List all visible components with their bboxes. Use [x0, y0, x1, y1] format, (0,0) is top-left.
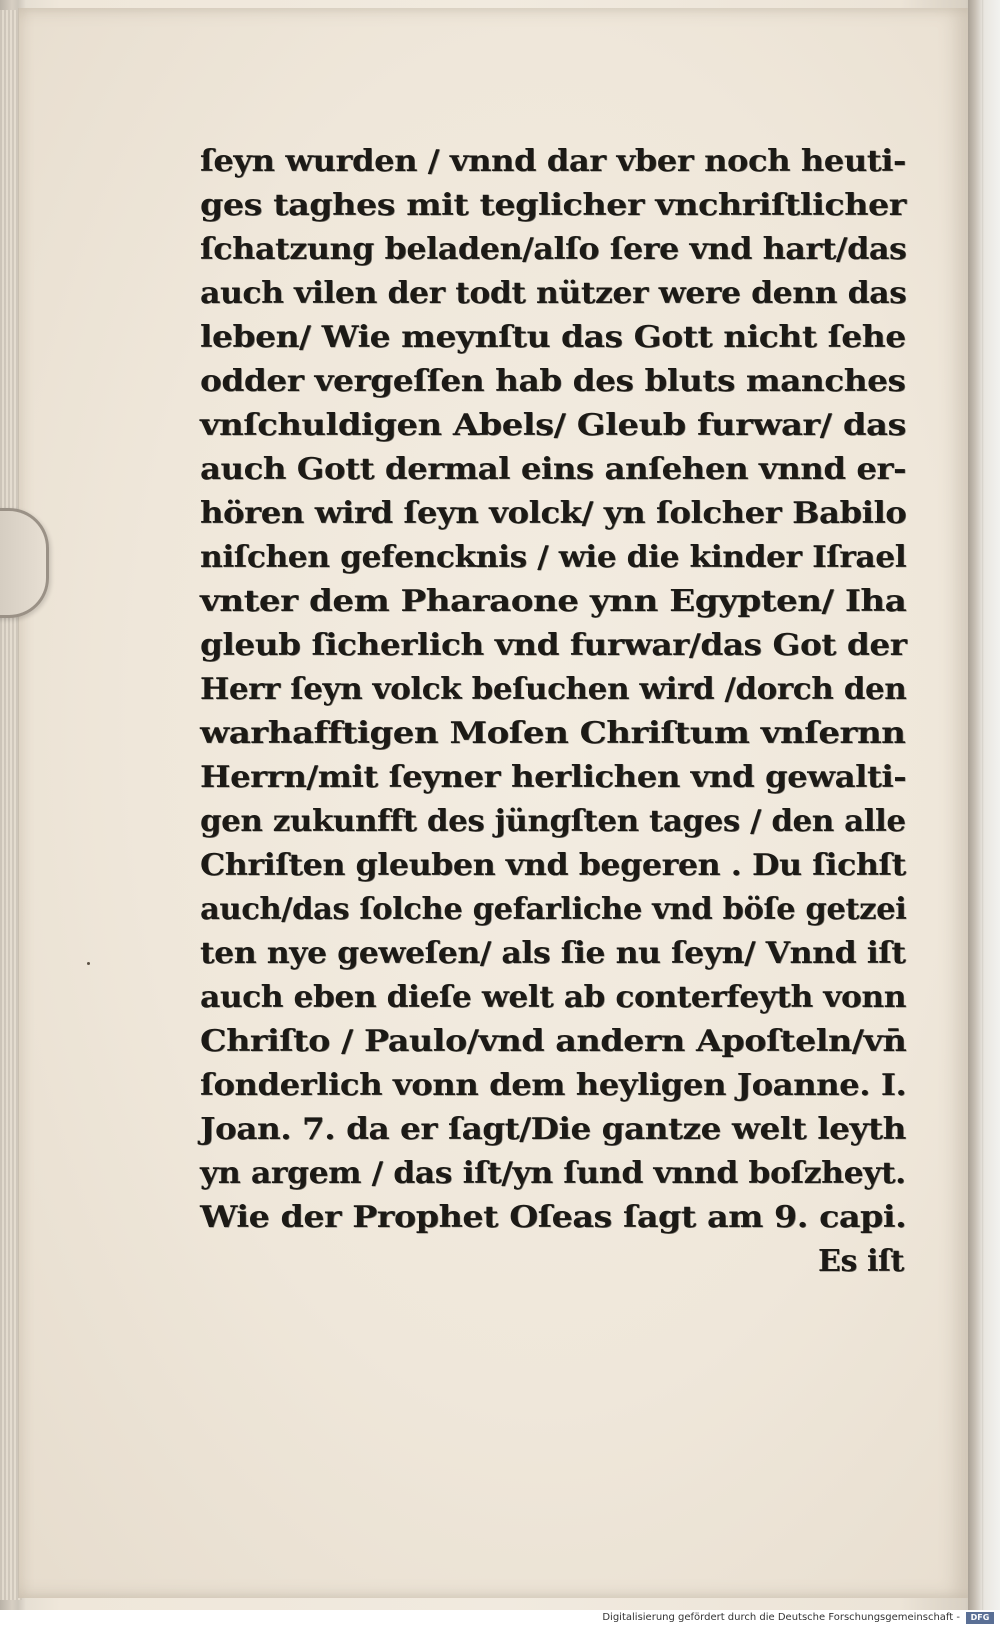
text-line: auch/das ſolche gefarliche vnd böſe getzei — [200, 892, 907, 927]
text-line: gen zukunfft des jüngſten tages / den alle — [200, 804, 906, 839]
text-line: vnter dem Pharaone ynn Egypten/ Iha — [200, 584, 907, 619]
text-line: yn argem / das iſt/yn ſund vnnd boſzheyt. — [200, 1156, 906, 1191]
text-line: ſonderlich vonn dem heyligen Joanne. I. — [200, 1068, 907, 1103]
catchword: Es iſt — [818, 1244, 904, 1279]
text-line: niſchen gefencknis / wie die kinder Iſrael — [200, 540, 907, 575]
text-line: auch Gott dermal eins anſehen vnnd er- — [200, 452, 907, 487]
text-line: ten nye geweſen/ als ſie nu ſeyn/ Vnnd iſt — [200, 936, 906, 971]
book-binding-edge — [968, 0, 982, 1626]
text-line: Chriſten gleuben vnd begeren . Du ſichſt — [200, 848, 906, 883]
text-line: warhafftigen Moſen Chriſtum vnſernn — [200, 716, 906, 751]
blackletter-text-block — [200, 140, 906, 1284]
text-line: odder vergeſſen hab des bluts manches — [200, 364, 906, 399]
text-line: Wie der Prophet Oſeas ſagt am 9. capi. — [200, 1200, 907, 1235]
text-line: vnſchuldigen Abels/ Gleub furwar/ das — [200, 408, 906, 443]
text-line: Herr ſeyn volck beſuchen wird /dorch den — [200, 672, 907, 707]
text-line: ſeyn wurden / vnnd dar vber noch heuti- — [200, 144, 906, 179]
text-line: auch eben dieſe welt ab conterfeyth vonn — [200, 980, 907, 1015]
text-line: Chriſto / Paulo/vnd andern Apoſteln/vn̄ — [200, 1024, 907, 1059]
text-line: ges taghes mit teglicher vnchriſtlicher — [200, 188, 906, 223]
text-line: ſchatzung beladen/alſo ſere vnd hart/das — [200, 232, 907, 267]
page-speck — [87, 962, 90, 965]
text-line: gleub ſicherlich vnd furwar/das Got der — [200, 628, 907, 663]
footer-credit: Digitalisierung gefördert durch die Deutsche Forschungsgemeinschaft - — [602, 1612, 960, 1623]
text-line: Herrn/mit ſeyner herlichen vnd gewalti- — [200, 760, 907, 795]
text-line: auch vilen der todt nützer were denn das — [200, 276, 907, 311]
text-line: leben/ Wie meynſtu das Gott nicht ſehe — [200, 320, 906, 355]
dfg-logo-icon: DFG — [966, 1612, 994, 1624]
text-line: hören wird ſeyn volck/ yn ſolcher Babilo — [200, 496, 907, 531]
text-line: Joan. 7. da er ſagt/Die gantze welt leyth — [200, 1112, 906, 1147]
